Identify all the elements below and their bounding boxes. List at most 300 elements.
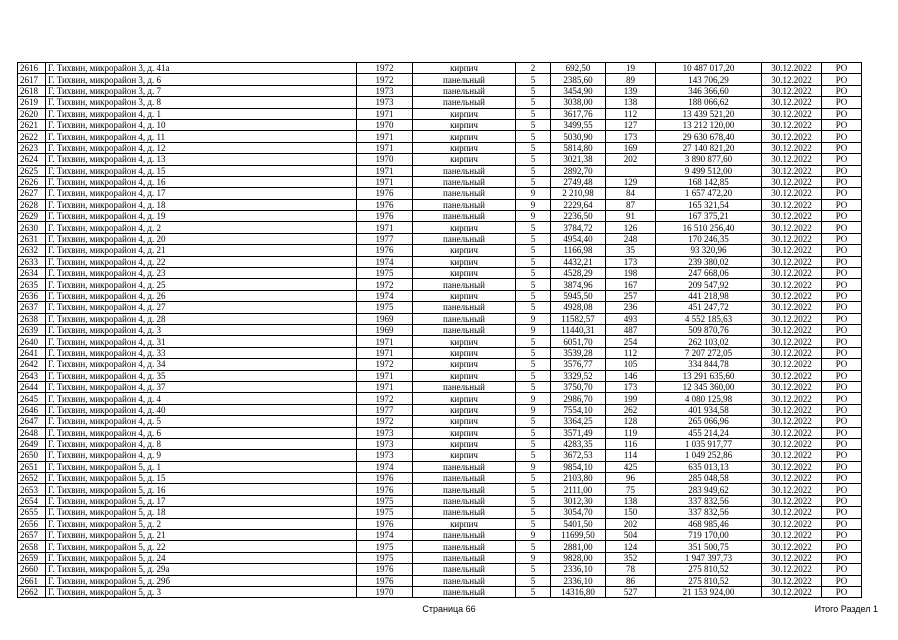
floors-cell: 9 [516, 211, 551, 222]
row-number: 2624 [18, 154, 46, 165]
row-number: 2617 [18, 74, 46, 85]
residents-cell: 116 [606, 438, 656, 449]
residents-cell: 139 [606, 85, 656, 96]
table-row [18, 268, 862, 279]
area-cell: 3874,96 [551, 279, 606, 290]
table-row [18, 176, 862, 187]
material-cell: кирпич [413, 131, 516, 142]
program-cell: РО [822, 268, 862, 279]
table-row [18, 188, 862, 199]
date-cell: 30.12.2022 [762, 530, 822, 541]
table-row [18, 347, 862, 358]
year-cell: 1971 [357, 370, 413, 381]
floors-cell: 9 [516, 530, 551, 541]
material-cell: кирпич [413, 359, 516, 370]
date-cell: 30.12.2022 [762, 564, 822, 575]
floors-cell: 5 [516, 416, 551, 427]
table-row [18, 119, 862, 130]
program-cell: РО [822, 336, 862, 347]
area-cell: 4528,29 [551, 268, 606, 279]
year-cell: 1976 [357, 564, 413, 575]
row-number: 2655 [18, 507, 46, 518]
material-cell: кирпич [413, 427, 516, 438]
table-row [18, 541, 862, 552]
cost-cell: 4 080 125,98 [656, 393, 762, 404]
date-cell: 30.12.2022 [762, 347, 822, 358]
floors-cell: 9 [516, 324, 551, 335]
address-cell: Г. Тихвин, микрорайон 5, д. 17 [46, 495, 357, 506]
year-cell: 1970 [357, 119, 413, 130]
date-cell: 30.12.2022 [762, 484, 822, 495]
date-cell: 30.12.2022 [762, 142, 822, 153]
row-number: 2653 [18, 484, 46, 495]
cost-cell: 346 366,60 [656, 85, 762, 96]
address-cell: Г. Тихвин, микрорайон 4, д. 35 [46, 370, 357, 381]
program-cell: РО [822, 416, 862, 427]
residents-cell [606, 165, 656, 176]
program-cell: РО [822, 404, 862, 415]
date-cell: 30.12.2022 [762, 575, 822, 586]
floors-cell: 5 [516, 268, 551, 279]
material-cell: кирпич [413, 290, 516, 301]
address-cell: Г. Тихвин, микрорайон 4, д. 5 [46, 416, 357, 427]
material-cell: панельный [413, 199, 516, 210]
residents-cell: 487 [606, 324, 656, 335]
cost-cell: 635 013,13 [656, 461, 762, 472]
area-cell: 1166,98 [551, 245, 606, 256]
row-number: 2616 [18, 63, 46, 74]
row-number: 2631 [18, 233, 46, 244]
cost-cell: 1 035 917,77 [656, 438, 762, 449]
residents-cell: 75 [606, 484, 656, 495]
material-cell: панельный [413, 302, 516, 313]
material-cell: панельный [413, 85, 516, 96]
cost-cell: 265 066,96 [656, 416, 762, 427]
area-cell: 3784,72 [551, 222, 606, 233]
table-row [18, 222, 862, 233]
address-cell: Г. Тихвин, микрорайон 4, д. 19 [46, 211, 357, 222]
row-number: 2657 [18, 530, 46, 541]
program-cell: РО [822, 324, 862, 335]
year-cell: 1971 [357, 142, 413, 153]
table-row [18, 313, 862, 324]
residents-cell: 527 [606, 586, 656, 597]
area-cell: 3454,90 [551, 85, 606, 96]
table-row [18, 336, 862, 347]
year-cell: 1972 [357, 279, 413, 290]
area-cell: 3364,25 [551, 416, 606, 427]
cost-cell: 209 547,92 [656, 279, 762, 290]
program-cell: РО [822, 63, 862, 74]
material-cell: панельный [413, 495, 516, 506]
area-cell: 5401,50 [551, 518, 606, 529]
material-cell: панельный [413, 552, 516, 563]
address-cell: Г. Тихвин, микрорайон 4, д. 3 [46, 324, 357, 335]
cost-cell: 29 630 678,40 [656, 131, 762, 142]
year-cell: 1974 [357, 461, 413, 472]
program-cell: РО [822, 438, 862, 449]
address-cell: Г. Тихвин, микрорайон 4, д. 22 [46, 256, 357, 267]
cost-cell: 168 142,85 [656, 176, 762, 187]
program-cell: РО [822, 188, 862, 199]
material-cell: кирпич [413, 416, 516, 427]
residents-cell: 128 [606, 416, 656, 427]
program-cell: РО [822, 74, 862, 85]
floors-cell: 5 [516, 381, 551, 392]
address-cell: Г. Тихвин, микрорайон 5, д. 3 [46, 586, 357, 597]
row-number: 2639 [18, 324, 46, 335]
table-row [18, 461, 862, 472]
material-cell: панельный [413, 165, 516, 176]
table-row [18, 495, 862, 506]
date-cell: 30.12.2022 [762, 131, 822, 142]
program-cell: РО [822, 290, 862, 301]
program-cell: РО [822, 302, 862, 313]
year-cell: 1972 [357, 359, 413, 370]
material-cell: панельный [413, 541, 516, 552]
residents-cell: 129 [606, 176, 656, 187]
row-number: 2659 [18, 552, 46, 563]
program-cell: РО [822, 473, 862, 484]
date-cell: 30.12.2022 [762, 427, 822, 438]
floors-cell: 5 [516, 279, 551, 290]
residents-cell: 78 [606, 564, 656, 575]
date-cell: 30.12.2022 [762, 199, 822, 210]
year-cell: 1973 [357, 427, 413, 438]
address-cell: Г. Тихвин, микрорайон 5, д. 2 [46, 518, 357, 529]
area-cell: 2986,70 [551, 393, 606, 404]
cost-cell: 16 510 256,40 [656, 222, 762, 233]
address-cell: Г. Тихвин, микрорайон 5, д. 1 [46, 461, 357, 472]
program-cell: РО [822, 541, 862, 552]
area-cell: 9854,10 [551, 461, 606, 472]
program-cell: РО [822, 461, 862, 472]
cost-cell: 1 947 397,73 [656, 552, 762, 563]
residents-cell: 262 [606, 404, 656, 415]
residents-cell: 127 [606, 119, 656, 130]
floors-cell: 5 [516, 245, 551, 256]
program-cell: РО [822, 97, 862, 108]
material-cell: панельный [413, 211, 516, 222]
area-cell: 3021,38 [551, 154, 606, 165]
address-cell: Г. Тихвин, микрорайон 5, д. 22 [46, 541, 357, 552]
floors-cell: 5 [516, 586, 551, 597]
area-cell: 5030,90 [551, 131, 606, 142]
floors-cell: 5 [516, 290, 551, 301]
material-cell: панельный [413, 176, 516, 187]
table-row [18, 518, 862, 529]
row-number: 2632 [18, 245, 46, 256]
cost-cell: 719 170,00 [656, 530, 762, 541]
date-cell: 30.12.2022 [762, 370, 822, 381]
residents-cell: 112 [606, 108, 656, 119]
cost-cell: 13 291 635,60 [656, 370, 762, 381]
year-cell: 1970 [357, 586, 413, 597]
material-cell: кирпич [413, 245, 516, 256]
material-cell: панельный [413, 484, 516, 495]
table-row [18, 370, 862, 381]
address-cell: Г. Тихвин, микрорайон 4, д. 1 [46, 108, 357, 119]
residents-cell: 124 [606, 541, 656, 552]
date-cell: 30.12.2022 [762, 404, 822, 415]
residents-cell: 504 [606, 530, 656, 541]
table-row [18, 324, 862, 335]
address-cell: Г. Тихвин, микрорайон 3, д. 41а [46, 63, 357, 74]
row-number: 2630 [18, 222, 46, 233]
residents-cell: 236 [606, 302, 656, 313]
date-cell: 30.12.2022 [762, 507, 822, 518]
row-number: 2642 [18, 359, 46, 370]
address-cell: Г. Тихвин, микрорайон 4, д. 13 [46, 154, 357, 165]
residents-cell: 352 [606, 552, 656, 563]
floors-cell: 5 [516, 438, 551, 449]
row-number: 2637 [18, 302, 46, 313]
floors-cell: 5 [516, 564, 551, 575]
address-cell: Г. Тихвин, микрорайон 5, д. 29а [46, 564, 357, 575]
year-cell: 1973 [357, 97, 413, 108]
year-cell: 1975 [357, 552, 413, 563]
table-row [18, 256, 862, 267]
floors-cell: 9 [516, 461, 551, 472]
year-cell: 1977 [357, 404, 413, 415]
residents-cell: 87 [606, 199, 656, 210]
year-cell: 1976 [357, 518, 413, 529]
floors-cell: 5 [516, 473, 551, 484]
cost-cell: 509 870,76 [656, 324, 762, 335]
address-cell: Г. Тихвин, микрорайон 5, д. 21 [46, 530, 357, 541]
area-cell: 3539,28 [551, 347, 606, 358]
material-cell: кирпич [413, 370, 516, 381]
row-number: 2652 [18, 473, 46, 484]
floors-cell: 5 [516, 495, 551, 506]
residents-cell: 19 [606, 63, 656, 74]
floors-cell: 5 [516, 450, 551, 461]
address-cell: Г. Тихвин, микрорайон 4, д. 27 [46, 302, 357, 313]
residents-cell: 173 [606, 381, 656, 392]
row-number: 2626 [18, 176, 46, 187]
program-cell: РО [822, 507, 862, 518]
area-cell: 3329,52 [551, 370, 606, 381]
address-cell: Г. Тихвин, микрорайон 4, д. 25 [46, 279, 357, 290]
row-number: 2662 [18, 586, 46, 597]
table-row [18, 233, 862, 244]
year-cell: 1977 [357, 233, 413, 244]
row-number: 2647 [18, 416, 46, 427]
row-number: 2648 [18, 427, 46, 438]
date-cell: 30.12.2022 [762, 552, 822, 563]
residents-cell: 96 [606, 473, 656, 484]
date-cell: 30.12.2022 [762, 324, 822, 335]
area-cell: 2892,70 [551, 165, 606, 176]
area-cell: 4954,40 [551, 233, 606, 244]
address-cell: Г. Тихвин, микрорайон 4, д. 8 [46, 438, 357, 449]
row-number: 2649 [18, 438, 46, 449]
floors-cell: 5 [516, 370, 551, 381]
date-cell: 30.12.2022 [762, 438, 822, 449]
material-cell: кирпич [413, 142, 516, 153]
date-cell: 30.12.2022 [762, 336, 822, 347]
row-number: 2654 [18, 495, 46, 506]
floors-cell: 2 [516, 63, 551, 74]
row-number: 2622 [18, 131, 46, 142]
date-cell: 30.12.2022 [762, 63, 822, 74]
year-cell: 1971 [357, 131, 413, 142]
year-cell: 1973 [357, 450, 413, 461]
floors-cell: 9 [516, 393, 551, 404]
material-cell: кирпич [413, 438, 516, 449]
residents-cell: 198 [606, 268, 656, 279]
program-cell: РО [822, 211, 862, 222]
address-cell: Г. Тихвин, микрорайон 4, д. 11 [46, 131, 357, 142]
floors-cell: 5 [516, 108, 551, 119]
cost-cell: 451 247,72 [656, 302, 762, 313]
row-number: 2628 [18, 199, 46, 210]
material-cell: кирпич [413, 256, 516, 267]
date-cell: 30.12.2022 [762, 381, 822, 392]
date-cell: 30.12.2022 [762, 97, 822, 108]
floors-cell: 5 [516, 427, 551, 438]
date-cell: 30.12.2022 [762, 188, 822, 199]
area-cell: 11440,31 [551, 324, 606, 335]
row-number: 2636 [18, 290, 46, 301]
year-cell: 1975 [357, 507, 413, 518]
row-number: 2651 [18, 461, 46, 472]
residents-cell: 91 [606, 211, 656, 222]
row-number: 2646 [18, 404, 46, 415]
material-cell: панельный [413, 381, 516, 392]
table-row [18, 165, 862, 176]
material-cell: кирпич [413, 393, 516, 404]
cost-cell: 283 949,62 [656, 484, 762, 495]
address-cell: Г. Тихвин, микрорайон 4, д. 9 [46, 450, 357, 461]
address-cell: Г. Тихвин, микрорайон 4, д. 34 [46, 359, 357, 370]
floors-cell: 5 [516, 165, 551, 176]
year-cell: 1974 [357, 256, 413, 267]
area-cell: 5814,80 [551, 142, 606, 153]
area-cell: 3571,49 [551, 427, 606, 438]
cost-cell: 337 832,56 [656, 495, 762, 506]
program-cell: РО [822, 427, 862, 438]
row-number: 2633 [18, 256, 46, 267]
program-cell: РО [822, 370, 862, 381]
program-cell: РО [822, 347, 862, 358]
row-number: 2627 [18, 188, 46, 199]
date-cell: 30.12.2022 [762, 245, 822, 256]
material-cell: кирпич [413, 268, 516, 279]
table-row [18, 199, 862, 210]
material-cell: кирпич [413, 404, 516, 415]
date-cell: 30.12.2022 [762, 302, 822, 313]
address-cell: Г. Тихвин, микрорайон 4, д. 20 [46, 233, 357, 244]
program-cell: РО [822, 199, 862, 210]
floors-cell: 5 [516, 256, 551, 267]
table-row [18, 142, 862, 153]
program-cell: РО [822, 495, 862, 506]
residents-cell: 199 [606, 393, 656, 404]
area-cell: 11699,50 [551, 530, 606, 541]
cost-cell: 3 890 877,60 [656, 154, 762, 165]
address-cell: Г. Тихвин, микрорайон 4, д. 23 [46, 268, 357, 279]
floors-cell: 5 [516, 541, 551, 552]
table-row [18, 290, 862, 301]
year-cell: 1971 [357, 381, 413, 392]
year-cell: 1969 [357, 313, 413, 324]
residents-cell: 493 [606, 313, 656, 324]
cost-cell: 455 214,24 [656, 427, 762, 438]
residents-cell: 126 [606, 222, 656, 233]
cost-cell: 21 153 924,00 [656, 586, 762, 597]
cost-cell: 262 103,02 [656, 336, 762, 347]
floors-cell: 5 [516, 347, 551, 358]
residents-cell: 146 [606, 370, 656, 381]
cost-cell: 165 321,54 [656, 199, 762, 210]
area-cell: 692,50 [551, 63, 606, 74]
year-cell: 1974 [357, 290, 413, 301]
table-row [18, 530, 862, 541]
address-cell: Г. Тихвин, микрорайон 4, д. 26 [46, 290, 357, 301]
table-row [18, 575, 862, 586]
program-cell: РО [822, 165, 862, 176]
program-cell: РО [822, 552, 862, 563]
cost-cell: 143 706,29 [656, 74, 762, 85]
address-cell: Г. Тихвин, микрорайон 4, д. 10 [46, 119, 357, 130]
cost-cell: 1 657 472,20 [656, 188, 762, 199]
table-row [18, 427, 862, 438]
area-cell: 4432,21 [551, 256, 606, 267]
residents-cell: 84 [606, 188, 656, 199]
date-cell: 30.12.2022 [762, 359, 822, 370]
area-cell: 3617,76 [551, 108, 606, 119]
year-cell: 1972 [357, 393, 413, 404]
residents-cell: 86 [606, 575, 656, 586]
year-cell: 1971 [357, 165, 413, 176]
table-row [18, 85, 862, 96]
row-number: 2645 [18, 393, 46, 404]
date-cell: 30.12.2022 [762, 256, 822, 267]
row-number: 2661 [18, 575, 46, 586]
cost-cell: 468 985,46 [656, 518, 762, 529]
floors-cell: 9 [516, 404, 551, 415]
floors-cell: 9 [516, 313, 551, 324]
date-cell: 30.12.2022 [762, 313, 822, 324]
residents-cell: 425 [606, 461, 656, 472]
year-cell: 1969 [357, 324, 413, 335]
cost-cell: 167 375,21 [656, 211, 762, 222]
date-cell: 30.12.2022 [762, 473, 822, 484]
residents-cell: 248 [606, 233, 656, 244]
material-cell: панельный [413, 233, 516, 244]
residents-cell: 254 [606, 336, 656, 347]
address-cell: Г. Тихвин, микрорайон 4, д. 4 [46, 393, 357, 404]
material-cell: панельный [413, 279, 516, 290]
year-cell: 1975 [357, 495, 413, 506]
date-cell: 30.12.2022 [762, 74, 822, 85]
cost-cell: 275 810,52 [656, 564, 762, 575]
material-cell: панельный [413, 188, 516, 199]
program-cell: РО [822, 108, 862, 119]
row-number: 2638 [18, 313, 46, 324]
cost-cell: 285 048,58 [656, 473, 762, 484]
date-cell: 30.12.2022 [762, 279, 822, 290]
address-cell: Г. Тихвин, микрорайон 4, д. 16 [46, 176, 357, 187]
address-cell: Г. Тихвин, микрорайон 4, д. 17 [46, 188, 357, 199]
floors-cell: 5 [516, 74, 551, 85]
date-cell: 30.12.2022 [762, 222, 822, 233]
area-cell: 4928,08 [551, 302, 606, 313]
area-cell: 5945,50 [551, 290, 606, 301]
floors-cell: 5 [516, 142, 551, 153]
address-cell: Г. Тихвин, микрорайон 4, д. 12 [46, 142, 357, 153]
